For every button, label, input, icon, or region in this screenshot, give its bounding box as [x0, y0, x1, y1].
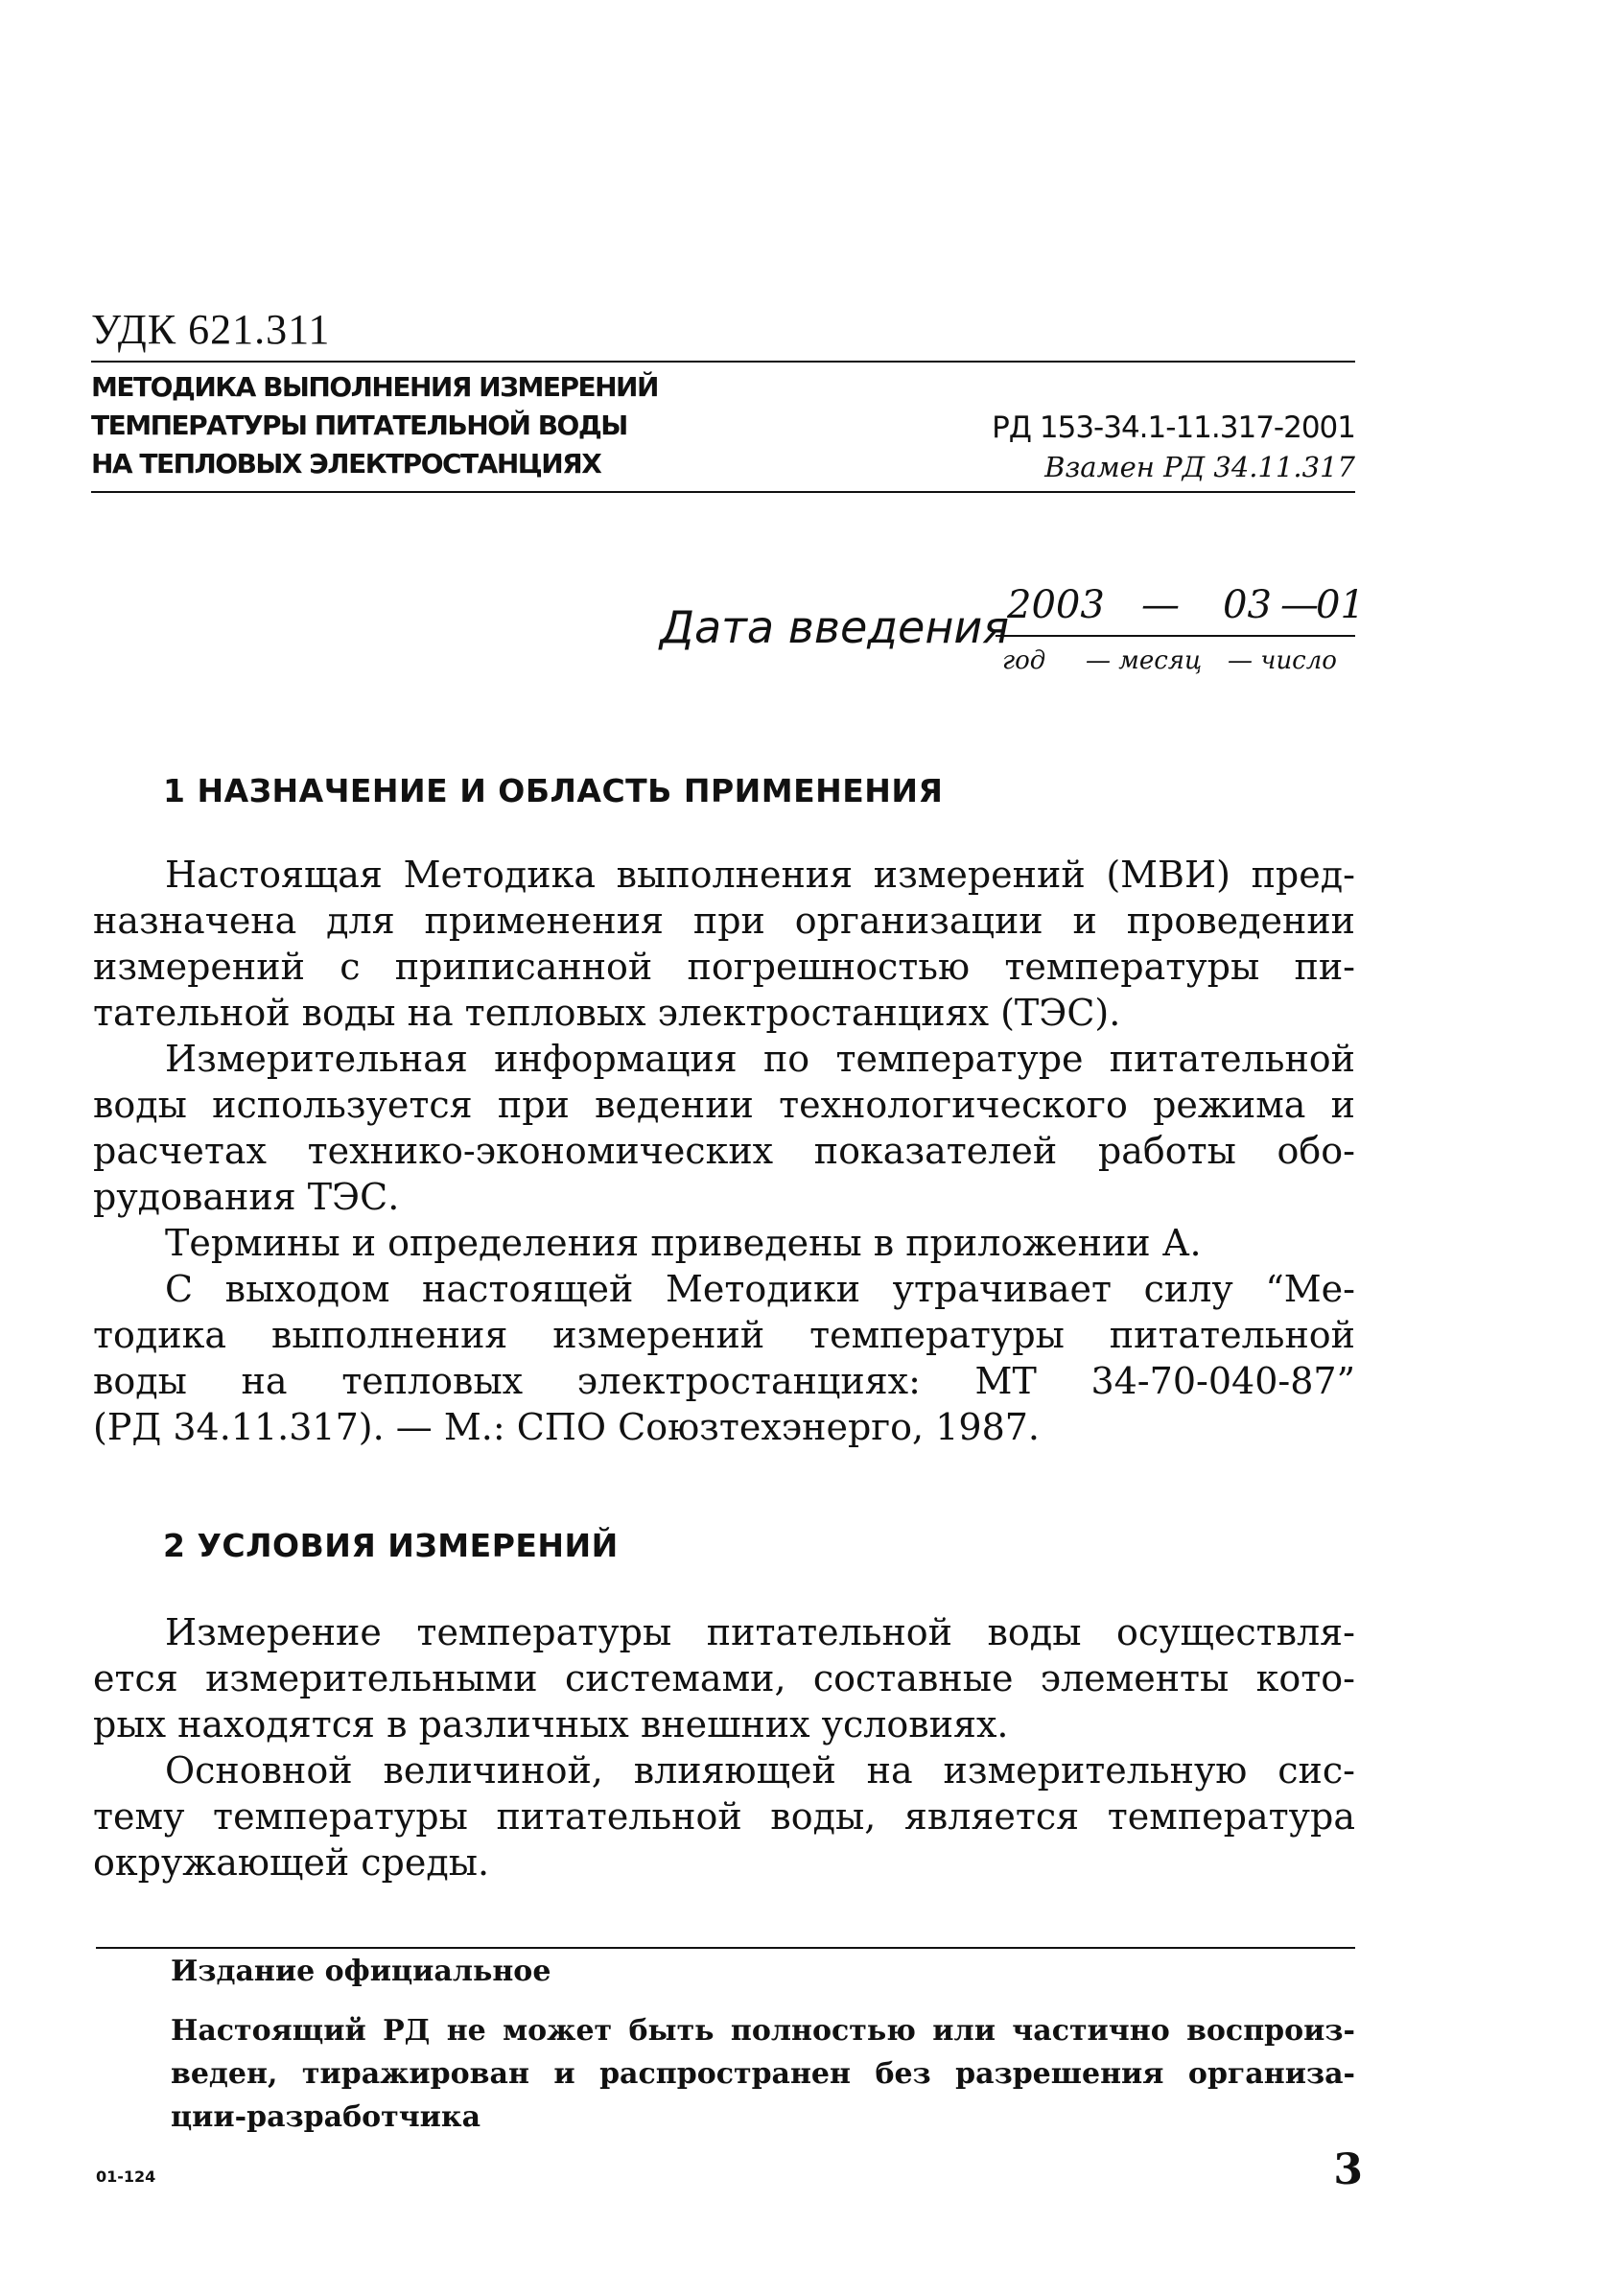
notice-line: ции-разработчика — [171, 2100, 481, 2134]
footer-rule — [96, 1947, 1355, 1949]
text-line: окружающей среды. — [93, 1841, 490, 1884]
text-line: тодика выполнения измерений температуры питательной — [93, 1314, 1355, 1356]
text-line: расчетах технико-экономических показателей работы обо- — [93, 1130, 1355, 1172]
text-line: тему температуры питательной воды, является температура — [93, 1795, 1355, 1838]
text-line: ется измерительными системами, составные элементы кото- — [93, 1657, 1355, 1699]
text-line: рудования ТЭС. — [93, 1176, 400, 1218]
text-line: воды используется при ведении технологического режима и — [93, 1084, 1355, 1126]
date-year: 2003 — [1007, 583, 1105, 627]
text-line: рых находятся в различных внешних условиях. — [93, 1703, 1009, 1745]
method-title-line: МЕТОДИКА ВЫПОЛНЕНИЯ ИЗМЕРЕНИЙ — [91, 371, 658, 403]
date-month: 03 — [1223, 583, 1272, 627]
header-top-rule — [91, 361, 1355, 363]
caption-day: — число — [1228, 646, 1337, 675]
text-line: (РД 34.11.317). — М.: СПО Союзтехэнерго, 1987. — [93, 1406, 1040, 1448]
date-day: 01 — [1316, 583, 1365, 627]
text-line: измерений с приписанной погрешностью температуры пи- — [93, 946, 1355, 988]
method-title-line: ТЕМПЕРАТУРЫ ПИТАТЕЛЬНОЙ ВОДЫ — [91, 410, 627, 441]
udk-code: УДК 621.311 — [91, 306, 331, 353]
page-number: 3 — [1333, 2145, 1363, 2194]
text-line: Измерение температуры питательной воды осуществля- — [165, 1611, 1355, 1653]
method-title-line: НА ТЕПЛОВЫХ ЭЛЕКТРОСТАНЦИЯХ — [91, 448, 601, 480]
section-heading: 2 УСЛОВИЯ ИЗМЕРЕНИЙ — [163, 1527, 619, 1564]
text-line: тательной воды на тепловых электростанциях (ТЭС). — [93, 992, 1121, 1034]
header-bottom-rule — [91, 491, 1355, 493]
text-line: С выходом настоящей Методики утрачивает силу “Ме- — [165, 1268, 1355, 1310]
text-line: Основной величиной, влияющей на измерительную сис- — [165, 1749, 1355, 1792]
text-line: воды на тепловых электростанциях: МТ 34-70-040-87” — [93, 1360, 1355, 1402]
date-intro-label: Дата введения — [660, 601, 1010, 653]
date-dash: — — [1280, 583, 1319, 627]
section-2-body — [93, 1609, 1355, 1886]
text-line: назначена для применения при организации и проведении — [93, 900, 1355, 942]
official-edition-label: Издание официальное — [171, 1955, 551, 1988]
notice-line: Настоящий РД не может быть полностью или частично воспроиз- — [171, 2014, 1355, 2048]
notice-line: веден, тиражирован и распространен без разрешения организа- — [171, 2057, 1355, 2091]
text-line: Термины и определения приведены в приложении А. — [165, 1222, 1202, 1264]
date-rule — [996, 635, 1355, 637]
caption-month: — месяц — [1086, 646, 1203, 675]
caption-year: год — [1002, 646, 1046, 675]
text-line: Измерительная информация по температуре питательной — [165, 1038, 1355, 1080]
replaces-note: Взамен РД 34.11.317 — [1044, 451, 1355, 483]
text-line: Настоящая Методика выполнения измерений (МВИ) пред- — [165, 854, 1355, 896]
method-title — [91, 368, 658, 483]
rd-code: РД 153-34.1-11.317-2001 — [992, 410, 1355, 445]
copyright-notice — [171, 2009, 1355, 2139]
section-heading: 1 НАЗНАЧЕНИЕ И ОБЛАСТЬ ПРИМЕНЕНИЯ — [163, 772, 944, 809]
print-code: 01-124 — [96, 2167, 156, 2186]
section-1-body — [93, 852, 1355, 1450]
date-dash: — — [1141, 583, 1180, 627]
